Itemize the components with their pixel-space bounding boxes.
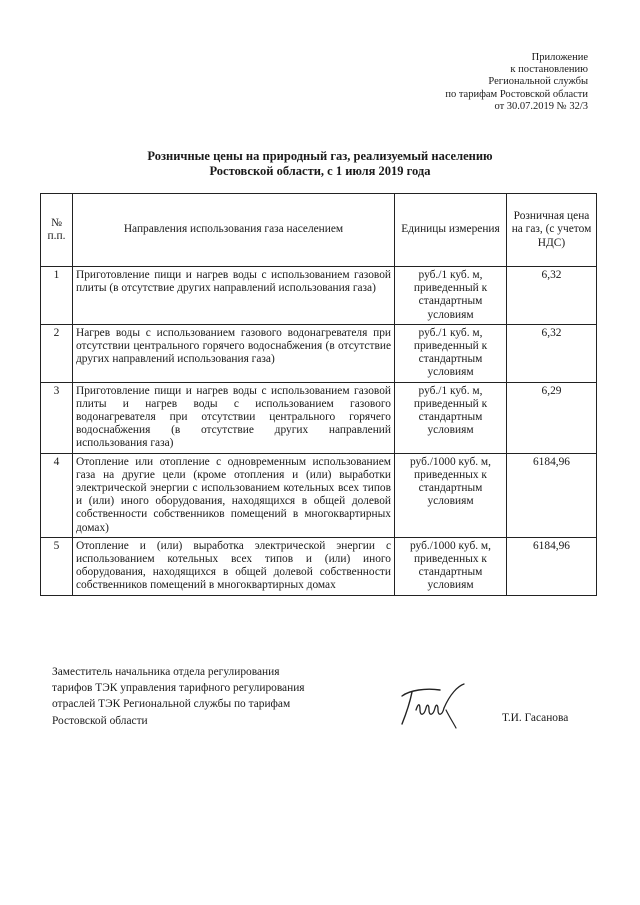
header-direction: Направления использования газа населением [73, 194, 395, 267]
appendix-line: по тарифам Ростовской области [445, 88, 588, 100]
row-direction: Отопление и (или) выработка электрической энергии с использованием котельных всех типов и (или) иного оборудования, находящихся в общей долевой собственности собственников помещений в многоквартирных домах [73, 537, 395, 595]
appendix-line: Приложение [531, 52, 588, 63]
table-row [41, 382, 597, 453]
appendix-line: от 30.07.2019 № 32/3 [494, 100, 588, 112]
row-unit: руб./1000 куб. м, приведенных к стандартным условиям [395, 537, 507, 595]
signatory-position [52, 664, 305, 729]
row-unit: руб./1 куб. м, приведенный к стандартным условиям [395, 267, 507, 325]
price-table [40, 193, 597, 596]
appendix-line: Региональной службы [488, 76, 588, 88]
row-price: 6,32 [507, 267, 597, 325]
header-unit: Единицы измерения [395, 194, 507, 267]
header-price: Розничная цена на газ, (с учетом НДС) [507, 194, 597, 267]
row-direction: Отопление или отопление с одновременным использованием газа на другие цели (кроме отопления и (или) выработки электрической энергии с использованием котельных всех типов и (или) иного оборудования, находящихся в общей долевой собственности собственников помещений в многоквартирных домах) [73, 453, 395, 537]
row-price: 6,32 [507, 324, 597, 382]
position-line: отраслей ТЭК Региональной службы по тарифам [52, 698, 291, 711]
row-unit: руб./1000 куб. м, приведенных к стандартным условиям [395, 453, 507, 537]
row-unit: руб./1 куб. м, приведенный к стандартным условиям [395, 382, 507, 453]
table-row [41, 453, 597, 537]
table-row [41, 537, 597, 595]
appendix-note [445, 52, 588, 113]
signer-name: Т.И. Гасанова [502, 712, 569, 724]
row-price: 6184,96 [507, 453, 597, 537]
table-row [41, 267, 597, 325]
row-num: 2 [41, 324, 73, 382]
row-num: 3 [41, 382, 73, 453]
row-num: 5 [41, 537, 73, 595]
row-direction: Приготовление пищи и нагрев воды с использованием газовой плиты и нагрев воды с использованием газового водонагревателя при отсутствии центрального горячего водоснабжения (в отсутствие других направлений использования газа) [73, 382, 395, 453]
position-line: Заместитель начальника отдела регулирования [52, 666, 280, 678]
handwritten-signature [396, 680, 470, 730]
title-line-1: Розничные цены на природный газ, реализуемый населению [147, 149, 493, 163]
title-line-2: Ростовской области, с 1 июля 2019 года [209, 164, 431, 178]
row-price: 6,29 [507, 382, 597, 453]
row-unit: руб./1 куб. м, приведенный к стандартным условиям [395, 324, 507, 382]
row-num: 4 [41, 453, 73, 537]
table-row [41, 324, 597, 382]
header-num: № п.п. [41, 194, 73, 267]
appendix-line: к постановлению [510, 64, 588, 76]
position-line: тарифов ТЭК управления тарифного регулирования [52, 682, 305, 695]
document-title [40, 149, 600, 179]
row-direction: Приготовление пищи и нагрев воды с использованием газовой плиты (в отсутствие других направлений использования газа) [73, 267, 395, 325]
row-direction: Нагрев воды с использованием газового водонагревателя при отсутствии центрального горячего водоснабжения (в отсутствие других направлений использования газа) [73, 324, 395, 382]
row-num: 1 [41, 267, 73, 325]
row-price: 6184,96 [507, 537, 597, 595]
table-header-row [41, 194, 597, 267]
position-line: Ростовской области [52, 714, 148, 727]
